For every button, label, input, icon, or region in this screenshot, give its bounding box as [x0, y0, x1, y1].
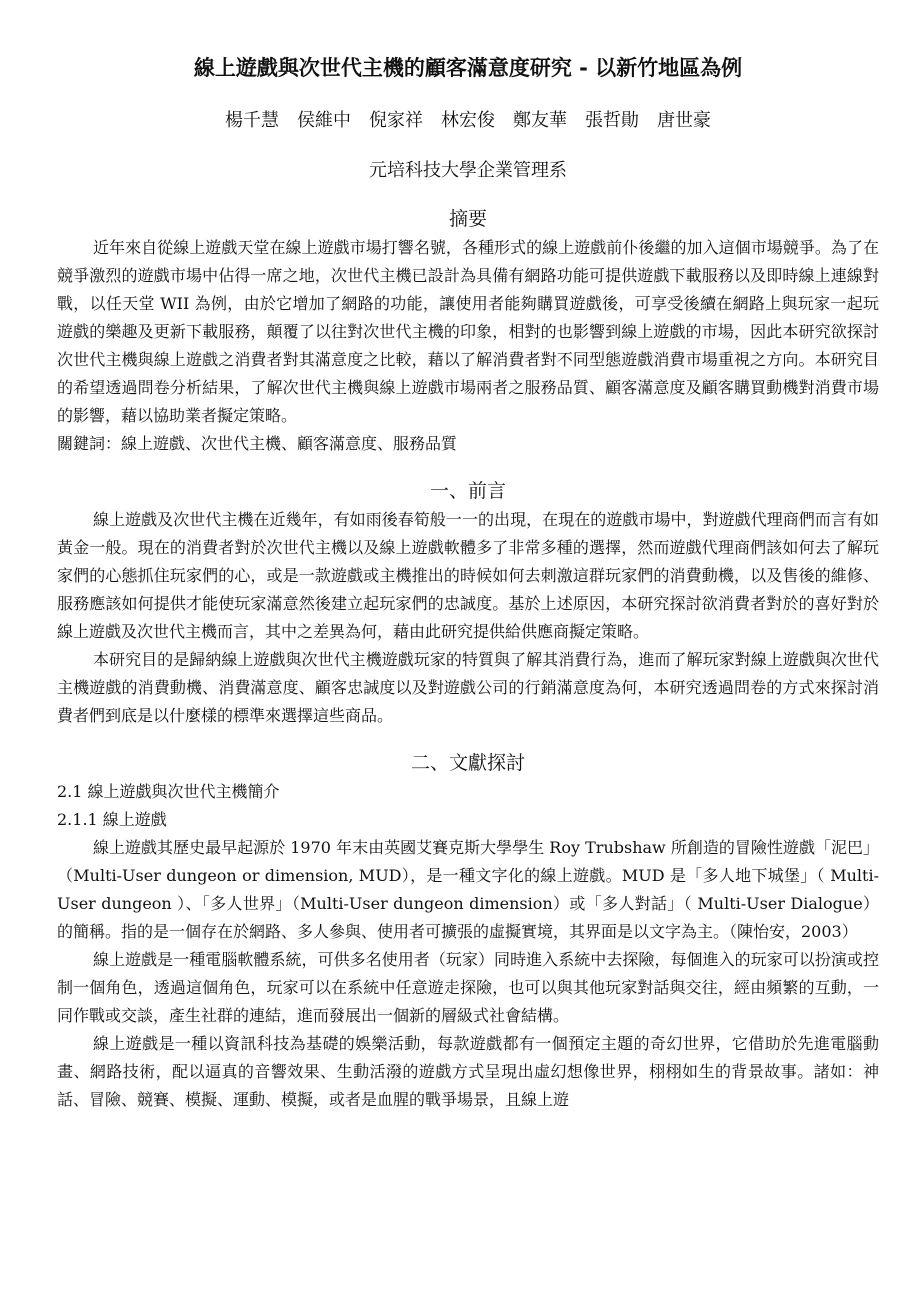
subsection-2-1-1-heading: 2.1.1 線上遊戲 [57, 810, 167, 829]
section-1-paragraph-1: 線上遊戲及次世代主機在近幾年，有如雨後春筍般一一的出現，在現在的遊戲市場中，對遊戲代理商們而言有如黃金一般。現在的消費者對於次世代主機以及線上遊戲軟體多了非常多種的選擇，然而遊戲代理商們該如何去了解玩家們的心態抓住玩家們的心，或是一款遊戲或主機推出的時候如何去刺激這群玩家們的消費動機，以及售後的維修、服務應該如何提供才能使玩家滿意然後建立起玩家們的忠誠度。基於上述原因，本研究探討欲消費者對於的喜好對於線上遊戲及次世代主機而言，其中之差異為何，藉由此研究提供給供應商擬定策略。 [57, 510, 879, 641]
section-1-heading: 一、前言 [429, 480, 506, 502]
keywords: 關鍵詞：線上遊戲、次世代主機、顧客滿意度、服務品質 [57, 434, 458, 453]
author-list: 楊千慧 侯維中 倪家祥 林宏俊 鄭友華 張哲勛 唐世豪 [225, 110, 711, 131]
paper-title: 線上遊戲與次世代主機的顧客滿意度研究 - 以新竹地區為例 [193, 56, 743, 80]
paper-page [57, 50, 879, 1114]
section-2-paragraph-3: 線上遊戲是一種以資訊科技為基礎的娛樂活動，每款遊戲都有一個預定主題的奇幻世界，它借助於先進電腦動畫、網路技術，配以逼真的音響效果、生動活潑的遊戲方式呈現出虛幻想像世界，栩栩如生的背景故事。諸如：神話、冒險、競賽、模擬、運動、模擬，或者是血腥的戰爭場景，且線上遊 [57, 1034, 879, 1109]
affiliation: 元培科技大學企業管理系 [369, 160, 567, 181]
abstract-body: 近年來自從線上遊戲天堂在線上遊戲市場打響名號，各種形式的線上遊戲前仆後繼的加入這個市場競爭。為了在競爭激烈的遊戲市場中佔得一席之地，次世代主機已設計為具備有網路功能可提供遊戲下載服務以及即時線上連線對戰，以任天堂 WII 為例，由於它增加了網路的功能，讓使用者能夠購買遊戲後，可享受後續在網路上與玩家一起玩遊戲的樂趣及更新下載服務，顛覆了以往對次世代主機的印象，相對的也影響到線上遊戲的市場，因此本研究欲探討次世代主機與線上遊戲之消費者對其滿意度之比較，藉以了解消費者對不同型態遊戲消費市場重視之方向。本研究目的希望透過問卷分析結果，了解次世代主機與線上遊戲市場兩者之服務品質、顧客滿意度及顧客購買動機對消費市場的影響，藉以協助業者擬定策略。 [57, 238, 879, 425]
subsection-2-1-heading: 2.1 線上遊戲與次世代主機簡介 [57, 782, 280, 801]
section-1-paragraph-2: 本研究目的是歸納線上遊戲與次世代主機遊戲玩家的特質與了解其消費行為，進而了解玩家對線上遊戲與次世代主機遊戲的消費動機、消費滿意度、顧客忠誠度以及對遊戲公司的行銷滿意度為何，本研究透過問卷的方式來探討消費者們到底是以什麼樣的標準來選擇這些商品。 [57, 650, 879, 725]
section-2-paragraph-2: 線上遊戲是一種電腦軟體系統，可供多名使用者（玩家）同時進入系統中去探險，每個進入的玩家可以扮演或控制一個角色，透過這個角色，玩家可以在系統中任意遊走探險，也可以與其他玩家對話與交往，經由頻繁的互動，一同作戰或交談，產生社群的連結，進而發展出一個新的層級式社會結構。 [57, 950, 879, 1025]
abstract-heading: 摘要 [448, 208, 487, 230]
section-2-heading: 二、文獻探討 [410, 752, 525, 774]
section-2-paragraph-1: 線上遊戲其歷史最早起源於 1970 年末由英國艾賽克斯大學學生 Roy Trubshaw 所創造的冒險性遊戲「泥巴」（Multi-User dungeon or dimension, MUD），是一種文字化的線上遊戲。MUD 是「多人地下城堡」（ Multi-User dungeon ）、「多人世界」（Multi-User dungeon dimension）或「多人對話」（ Multi-User Dialogue）的簡稱。指的是一個存在於網路、多人參與、使用者可擴張的虛擬實境，其界面是以文字為主。（陳怡安，2003） [57, 838, 879, 941]
